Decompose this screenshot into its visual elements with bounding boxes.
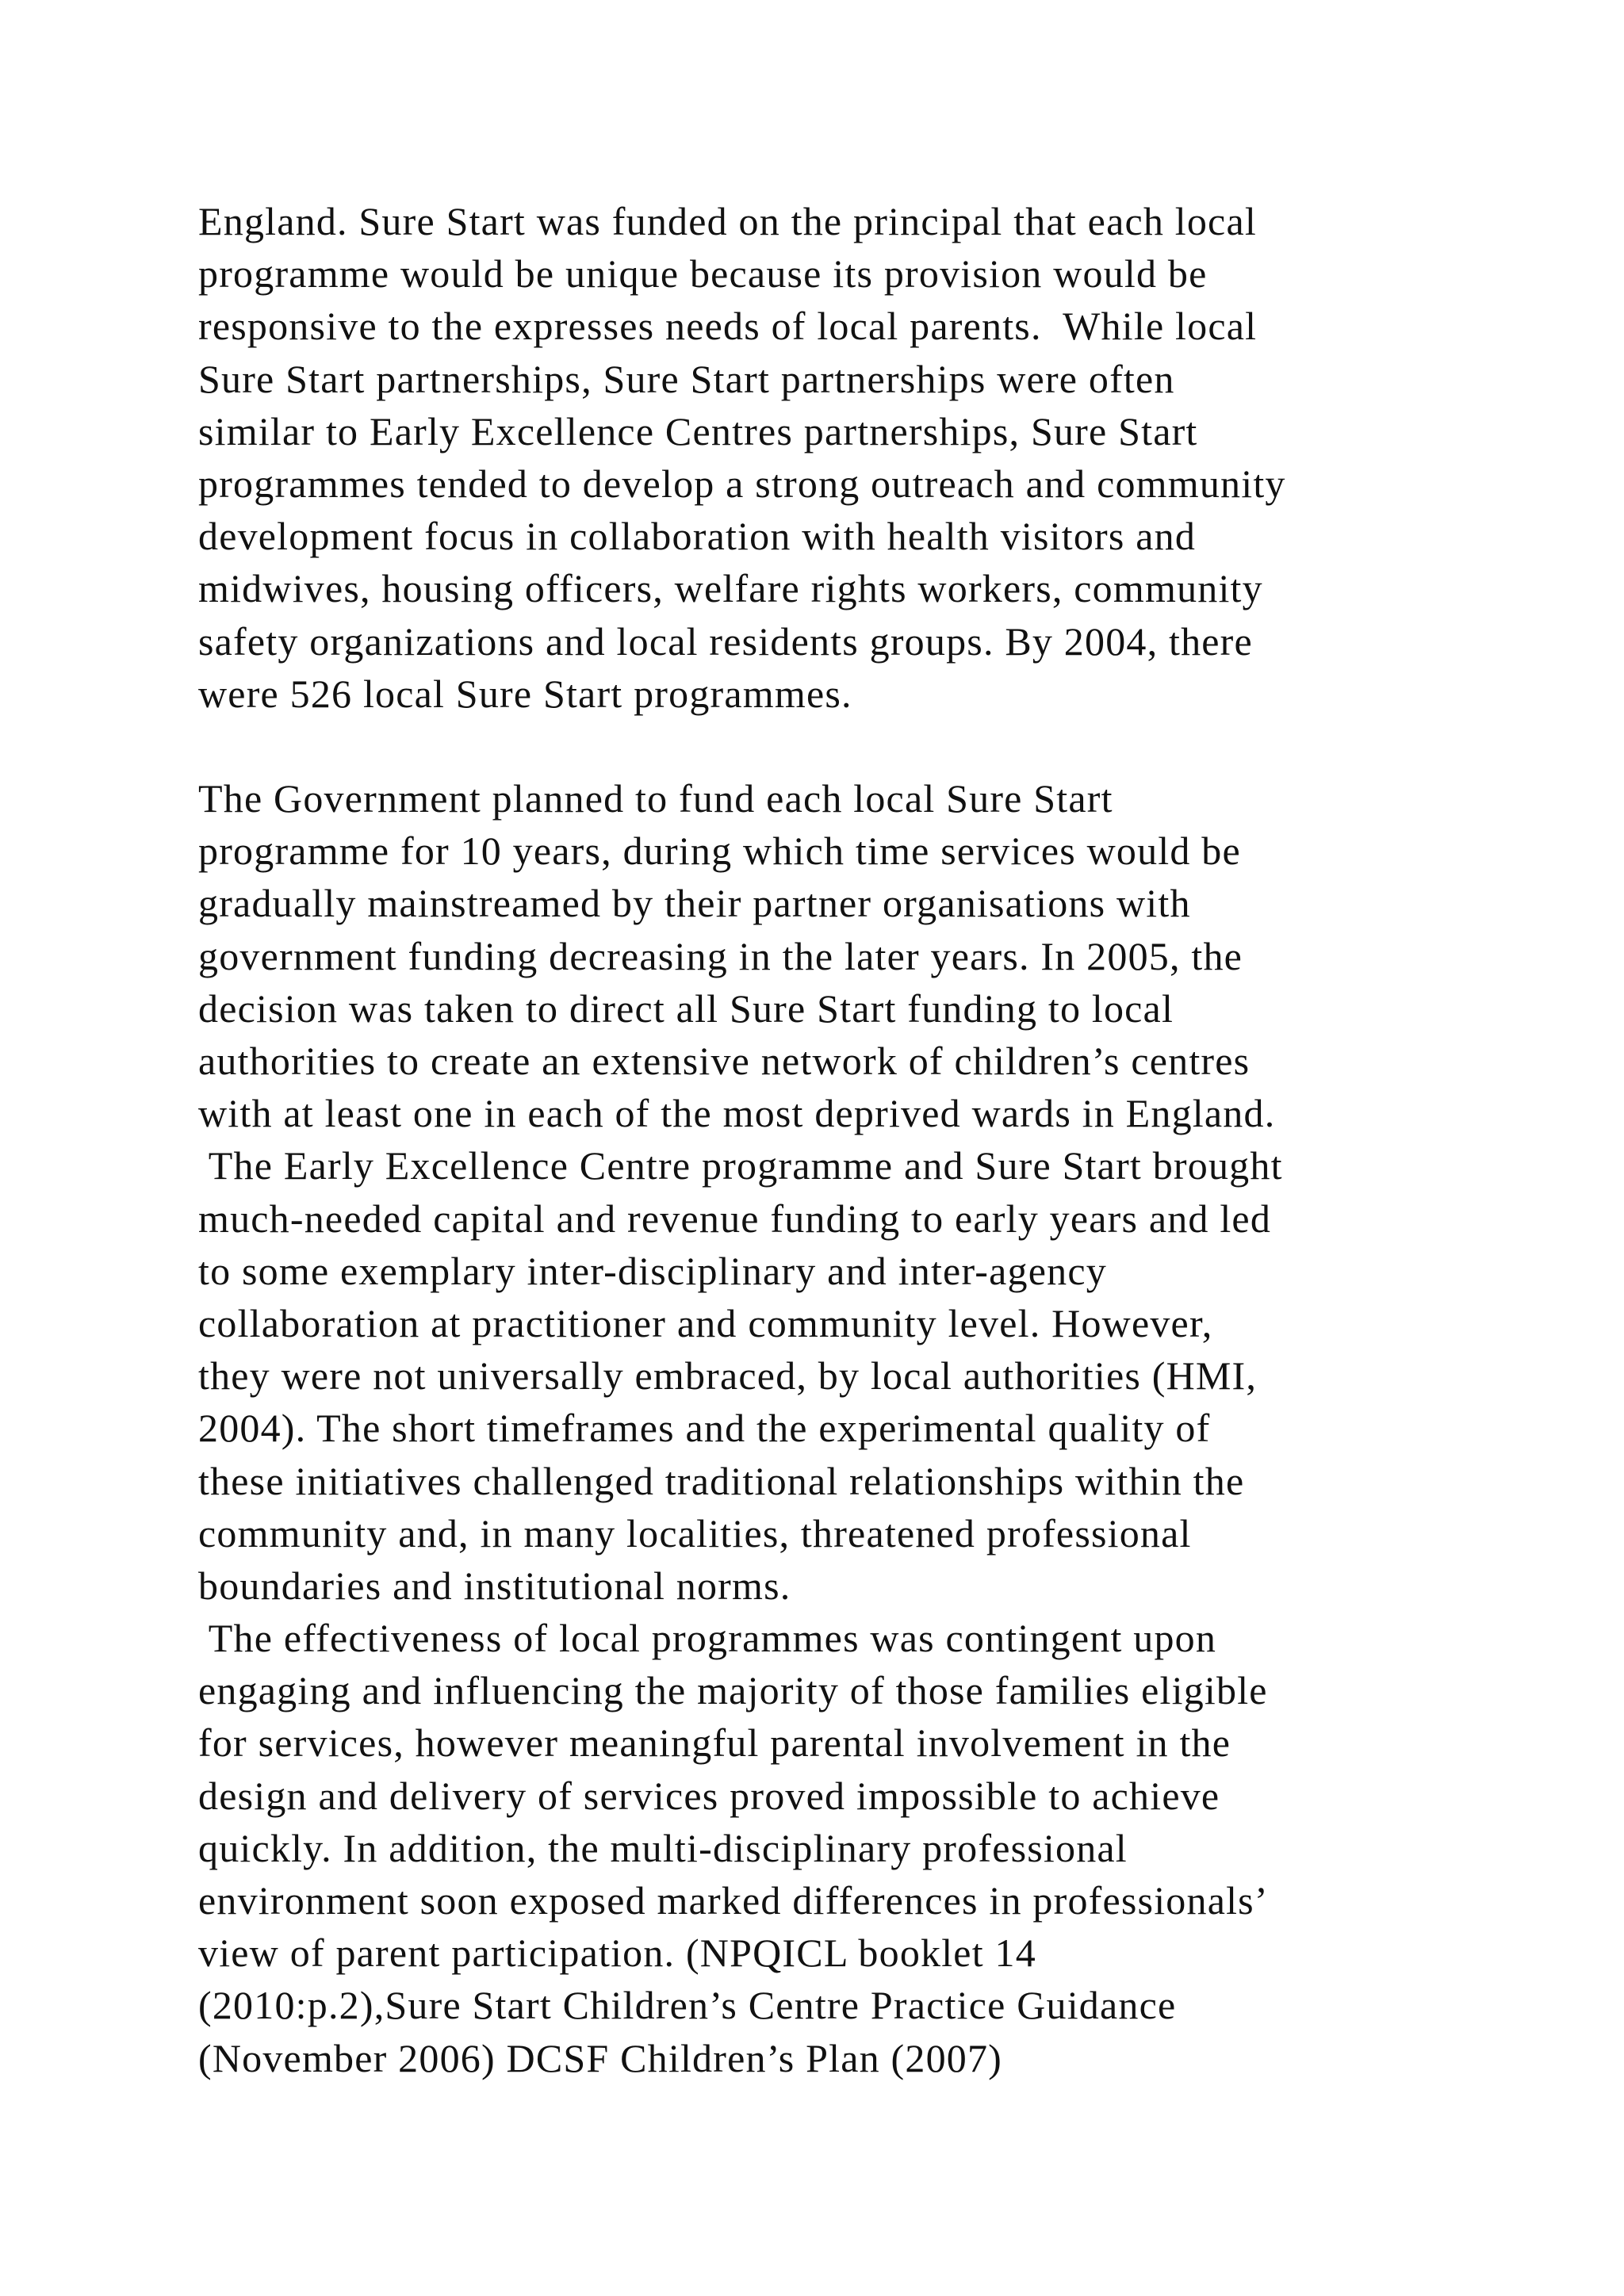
text-line: engaging and influencing the majority of those families eligible: [198, 1668, 1268, 1713]
text-line: decision was taken to direct all Sure Start funding to local: [198, 985, 1174, 1031]
text-line: programmes tended to develop a strong outreach and community: [198, 461, 1286, 506]
text-line: environment soon exposed marked differences in professionals’: [198, 1878, 1269, 1923]
text-line: much-needed capital and revenue funding to early years and led: [198, 1196, 1272, 1241]
text-line: The effectiveness of local programmes was contingent upon: [198, 1616, 1217, 1661]
text-line: view of parent participation. (NPQICL booklet 14: [198, 1931, 1036, 1976]
paragraph-gap: [198, 720, 1546, 772]
text-line: programme for 10 years, during which time services would be: [198, 828, 1241, 874]
text-line: midwives, housing officers, welfare rights workers, community: [198, 566, 1263, 611]
text-line: government funding decreasing in the later years. In 2005, the: [198, 933, 1243, 978]
text-line: safety organizations and local residents groups. By 2004, there: [198, 618, 1253, 664]
text-line: to some exemplary inter-disciplinary and inter-agency: [198, 1248, 1107, 1293]
body-text: [198, 195, 1546, 2084]
text-line: authorities to create an extensive network of children’s centres: [198, 1039, 1251, 1083]
text-line: similar to Early Excellence Centres partnerships, Sure Start: [198, 408, 1198, 453]
text-line: boundaries and institutional norms.: [198, 1563, 791, 1608]
text-line: these initiatives challenged traditional relationships within the: [198, 1458, 1245, 1503]
text-line: The Early Excellence Centre programme and Sure Start brought: [198, 1143, 1283, 1188]
text-line: development focus in collaboration with health visitors and: [198, 514, 1197, 559]
text-line: for services, however meaningful parental involvement in the: [198, 1720, 1231, 1766]
text-line: with at least one in each of the most deprived wards in England.: [198, 1091, 1276, 1136]
text-line: England. Sure Start was funded on the principal that each local: [198, 199, 1257, 243]
text-line: (November 2006) DCSF Children’s Plan (2007): [198, 2035, 1003, 2080]
text-line: collaboration at practitioner and community level. However,: [198, 1300, 1213, 1345]
text-line: community and, in many localities, threatened professional: [198, 1510, 1192, 1556]
text-line: (2010:p.2),Sure Start Children’s Centre Practice Guidance: [198, 1983, 1177, 2028]
text-line: they were not universally embraced, by local authorities (HMI,: [198, 1353, 1258, 1399]
text-line: quickly. In addition, the multi-disciplinary professional: [198, 1825, 1128, 1870]
text-line: gradually mainstreamed by their partner organisations with: [198, 881, 1191, 926]
text-line: Sure Start partnerships, Sure Start partnerships were often: [198, 356, 1175, 401]
text-line: programme would be unique because its provision would be: [198, 251, 1208, 297]
text-line: The Government planned to fund each local Sure Start: [198, 776, 1113, 821]
text-line: design and delivery of services proved impossible to achieve: [198, 1773, 1220, 1818]
text-line: responsive to the expresses needs of local parents. While local: [198, 304, 1258, 349]
text-line: were 526 local Sure Start programmes.: [198, 671, 852, 716]
text-line: 2004). The short timeframes and the experimental quality of: [198, 1406, 1211, 1451]
